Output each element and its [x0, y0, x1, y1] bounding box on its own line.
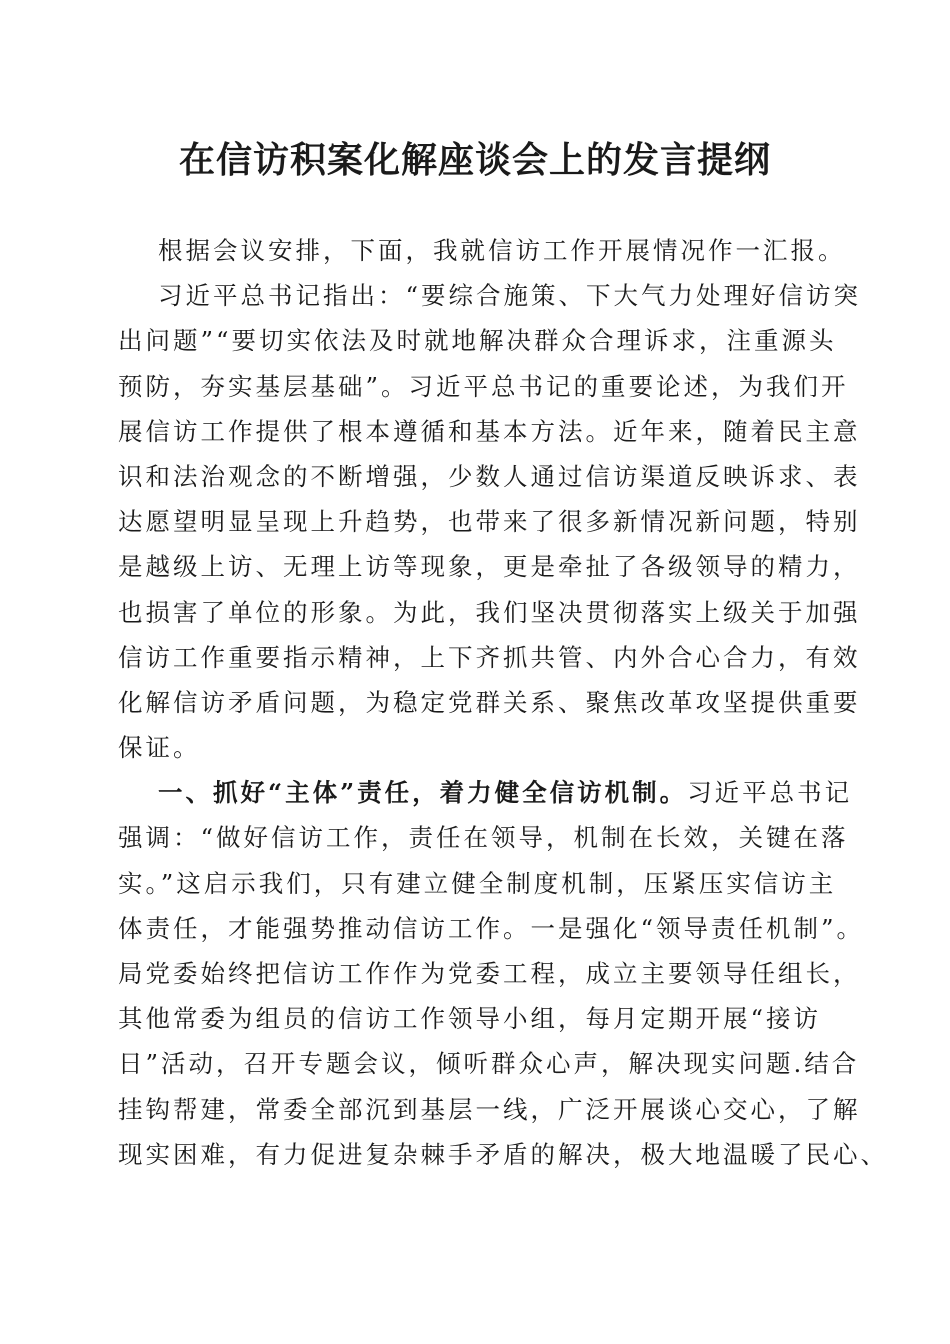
paragraph-line: 日”活动，召开专题会议，倾听群众心声，解决现实问题.结合	[118, 1049, 860, 1079]
paragraph-line: 根据会议安排，下面，我就信访工作开展情况作一汇报。	[158, 236, 846, 265]
paragraph-line: 挂钩帮建，常委全部沉到基层一线，广泛开展谈心交心，了解	[118, 1094, 861, 1124]
paragraph-line: 其他常委为组员的信访工作领导小组，每月定期开展“接访	[118, 1004, 822, 1034]
section-heading-rest: 习近平总书记	[687, 778, 853, 808]
paragraph-line: 识和法治观念的不断增强，少数人通过信访渠道反映诉求、表	[118, 461, 861, 491]
paragraph-line: 局党委始终把信访工作作为党委工程，成立主要领导任组长，	[118, 959, 861, 988]
paragraph-line: 体责任，才能强势推动信访工作。一是强化“领导责任机制”。	[118, 913, 865, 943]
section-heading: 一、抓好“主体”责任，着力健全信访机制。	[158, 778, 688, 808]
paragraph-line: 现实困难，有力促进复杂棘手矛盾的解决，极大地温暖了民心、	[118, 1139, 888, 1169]
section-heading-line	[118, 770, 853, 815]
paragraph-line: 实。”这启示我们，只有建立健全制度机制，压紧压实信访主	[118, 868, 837, 898]
paragraph-line: 信访工作重要指示精神，上下齐抓共管、内外合心合力，有效	[118, 642, 861, 672]
paragraph-line: 化解信访矛盾问题，为稳定党群关系、聚焦改革攻坚提供重要	[118, 687, 861, 717]
paragraph-line: 强调：“做好信访工作，责任在领导，机制在长效，关键在落	[118, 823, 849, 853]
paragraph-line: 展信访工作提供了根本遵循和基本方法。近年来，随着民主意	[118, 416, 861, 446]
document-body	[118, 228, 888, 1177]
paragraph-line: 也损害了单位的形象。为此，我们坚决贯彻落实上级关于加强	[118, 597, 861, 627]
paragraph-line: 习近平总书记指出：“要综合施策、下大气力处理好信访突	[158, 281, 862, 311]
document-title: 在信访积案化解座谈会上的发言提纲	[178, 139, 771, 181]
paragraph-line: 出问题”“要切实依法及时就地解决群众合理诉求，注重源头	[118, 326, 837, 356]
paragraph-line: 预防，夯实基层基础”。习近平总书记的重要论述，为我们开	[118, 371, 849, 401]
paragraph-line: 保证。	[118, 733, 201, 763]
paragraph-line: 是越级上访、无理上访等现象，更是牵扯了各级领导的精力，	[118, 552, 861, 582]
paragraph-line: 达愿望明显呈现上升趋势，也带来了很多新情况新问题，特别	[118, 507, 861, 537]
